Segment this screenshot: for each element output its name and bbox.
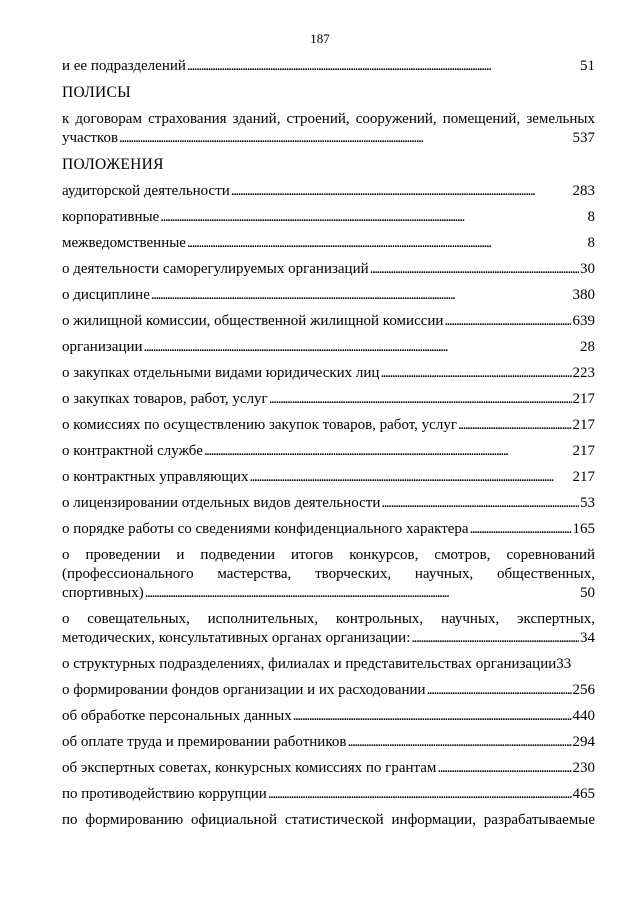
entry-text-line: по формированию официальной статистической информации, разрабатываемые <box>62 812 595 828</box>
index-entry <box>62 655 595 674</box>
entry-title: о закупках отдельными видами юридических лиц <box>62 365 380 381</box>
page-reference: 217 <box>572 469 595 485</box>
dot-leader <box>231 182 572 201</box>
entry-leader-line <box>62 129 595 148</box>
entry-leader-line <box>62 468 595 487</box>
dot-leader <box>470 520 572 539</box>
entry-leader-line <box>62 584 595 603</box>
page-reference: 8 <box>587 209 595 225</box>
entry-title: о лицензировании отдельных видов деятельности <box>62 495 381 511</box>
entry-leader-line <box>62 286 595 305</box>
page-reference: 8 <box>587 235 595 251</box>
dot-leader <box>370 260 579 279</box>
entry-text-line: к договорам страхования зданий, строений, сооружений, помещений, земельных <box>62 111 595 127</box>
entry-leader-line <box>62 260 595 279</box>
page-reference: 51 <box>580 58 595 74</box>
page-reference: 30 <box>580 261 595 277</box>
page-reference: 256 <box>572 682 595 698</box>
entry-title: корпоративные <box>62 209 160 225</box>
dot-leader <box>268 785 572 804</box>
entry-title: об обработке персональных данных <box>62 708 292 724</box>
entry-title: о дисциплине <box>62 287 150 303</box>
entry-leader-line <box>62 182 595 201</box>
page-number: 187 <box>310 31 330 46</box>
dot-leader <box>151 286 572 305</box>
entry-leader-line <box>62 655 595 674</box>
index-entry <box>62 364 595 383</box>
index-entry <box>62 610 595 648</box>
entry-title: о порядке работы со сведениями конфиденциального характера <box>62 521 469 537</box>
dot-leader <box>187 234 587 253</box>
page-reference: 165 <box>572 521 595 537</box>
entry-leader-line <box>62 338 595 357</box>
entry-text-line: о совещательных, исполнительных, контрольных, научных, экспертных, <box>62 611 595 627</box>
entry-leader-line <box>62 312 595 331</box>
entry-leader-line <box>62 733 595 752</box>
dot-leader <box>347 733 571 752</box>
index-entry <box>62 260 595 279</box>
index-entry <box>62 57 595 76</box>
entry-leader-line <box>62 57 595 76</box>
dot-leader <box>411 629 579 648</box>
page-reference: 440 <box>572 708 595 724</box>
page-reference: 33 <box>556 656 572 672</box>
dot-leader <box>144 338 579 357</box>
index-list <box>62 57 595 837</box>
entry-title: межведомственные <box>62 235 186 251</box>
entry-leader-line <box>62 681 595 700</box>
page-reference: 34 <box>580 630 595 646</box>
entry-title: о формировании фондов организации и их расходовании <box>62 682 426 698</box>
index-entry <box>62 286 595 305</box>
entry-text-line: (профессионального мастерства, творческих, научных, общественных, <box>62 566 595 582</box>
entry-leader-line <box>62 416 595 435</box>
entry-title: о закупках товаров, работ, услуг <box>62 391 268 407</box>
index-entry <box>62 707 595 726</box>
page-reference: 537 <box>572 130 595 146</box>
entry-title: об экспертных советах, конкурсных комиссиях по грантам <box>62 760 437 776</box>
entry-leader-line <box>62 785 595 804</box>
dot-leader <box>437 759 571 778</box>
dot-leader <box>187 57 579 76</box>
index-entry <box>62 182 595 201</box>
dot-leader <box>249 468 571 487</box>
page-reference: 217 <box>572 391 595 407</box>
entry-title: по противодействию коррупции <box>62 786 267 802</box>
entry-leader-line <box>62 759 595 778</box>
entry-title: о контрактной службе <box>62 443 203 459</box>
index-entry <box>62 811 595 830</box>
index-entry <box>62 785 595 804</box>
page-reference: 230 <box>572 760 595 776</box>
page-reference: 217 <box>572 417 595 433</box>
entry-leader-line <box>62 390 595 409</box>
index-entry <box>62 468 595 487</box>
index-entry <box>62 520 595 539</box>
index-entry <box>62 494 595 513</box>
entry-title: организации <box>62 339 143 355</box>
index-entry <box>62 681 595 700</box>
entry-leader-line <box>62 234 595 253</box>
entry-leader-line <box>62 520 595 539</box>
entry-title: об оплате труда и премировании работников <box>62 734 347 750</box>
dot-leader <box>145 584 579 603</box>
dot-leader <box>204 442 572 461</box>
dot-leader <box>119 129 571 148</box>
entry-text-line: о проведении и подведении итогов конкурсов, смотров, соревнований <box>62 547 595 563</box>
index-entry <box>62 110 595 148</box>
page-reference: 223 <box>572 365 595 381</box>
entry-title: спортивных) <box>62 585 144 601</box>
index-entry <box>62 208 595 227</box>
entry-title: участков <box>62 130 119 146</box>
dot-leader <box>269 390 572 409</box>
entry-title: о структурных подразделениях, филиалах и представительствах организации <box>62 656 557 672</box>
entry-title: методических, консультативных органах организации: <box>62 630 411 646</box>
page-reference: 50 <box>580 585 595 601</box>
index-entry <box>62 312 595 331</box>
entry-leader-line <box>62 629 595 648</box>
page-reference: 294 <box>572 734 595 750</box>
dot-leader <box>444 312 571 331</box>
section-heading: ПОЛИСЫ <box>62 84 131 101</box>
section-heading: ПОЛОЖЕНИЯ <box>62 156 164 173</box>
entry-title: о жилищной комиссии, общественной жилищной комиссии <box>62 313 444 329</box>
index-entry <box>62 390 595 409</box>
page-reference: 639 <box>572 313 595 329</box>
index-entry <box>62 546 595 603</box>
index-entry <box>62 338 595 357</box>
dot-leader <box>160 208 586 227</box>
index-entry <box>62 234 595 253</box>
entry-title: о деятельности саморегулируемых организаций <box>62 261 369 277</box>
entry-leader-line <box>62 364 595 383</box>
page-reference: 28 <box>580 339 595 355</box>
entry-title: о контрактных управляющих <box>62 469 249 485</box>
page-reference: 53 <box>580 495 595 511</box>
page-reference: 465 <box>572 786 595 802</box>
index-entry <box>62 442 595 461</box>
page-reference: 283 <box>572 183 595 199</box>
index-entry <box>62 759 595 778</box>
dot-leader <box>380 364 571 383</box>
entry-leader-line <box>62 707 595 726</box>
index-entry <box>62 733 595 752</box>
dot-leader <box>293 707 572 726</box>
entry-title: о комиссиях по осуществлению закупок товаров, работ, услуг <box>62 417 457 433</box>
entry-leader-line <box>62 208 595 227</box>
dot-leader <box>458 416 572 435</box>
entry-title: и ее подразделений <box>62 58 186 74</box>
dot-leader <box>427 681 572 700</box>
dot-leader <box>381 494 579 513</box>
index-entry <box>62 416 595 435</box>
entry-leader-line <box>62 442 595 461</box>
entry-title: аудиторской деятельности <box>62 183 230 199</box>
page-reference: 380 <box>572 287 595 303</box>
entry-leader-line <box>62 494 595 513</box>
page-reference: 217 <box>572 443 595 459</box>
